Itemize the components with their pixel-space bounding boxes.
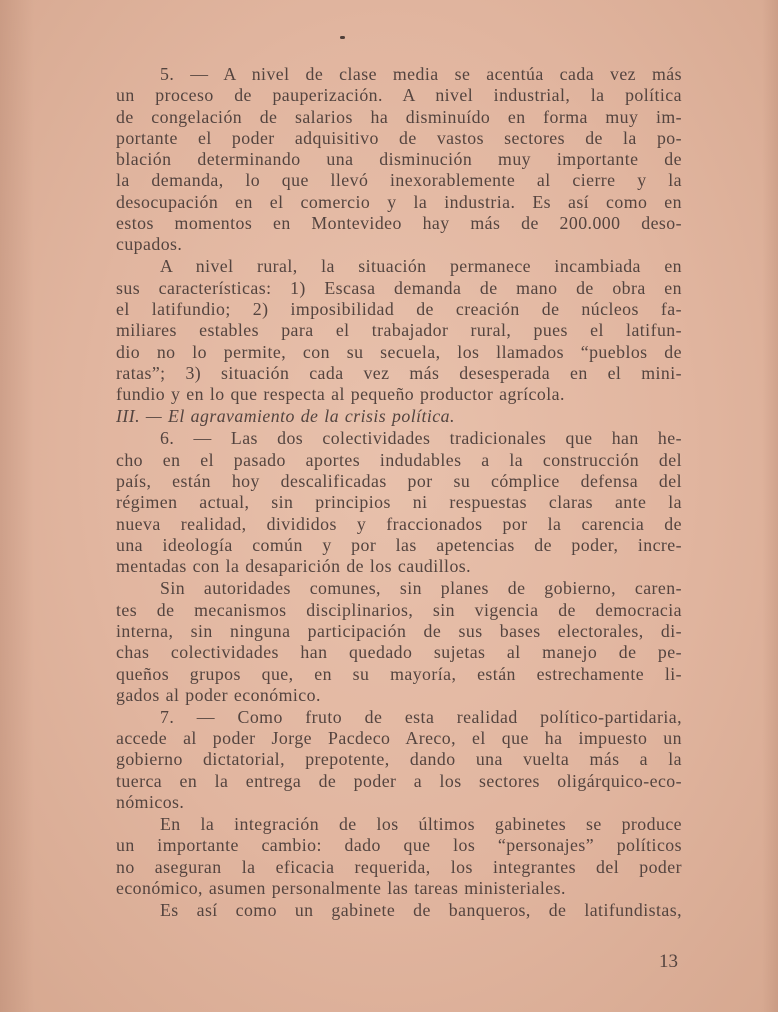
paragraph <box>116 900 682 921</box>
text-line: 7. — Como fruto de esta realidad político-partidaria, <box>160 706 682 727</box>
text-line: mentadas con la desaparición de los caudillos. <box>116 556 472 577</box>
paragraph <box>116 256 682 405</box>
page-body-text <box>116 64 682 922</box>
text-line: A nivel rural, la situación permanece incambiada en <box>160 256 682 277</box>
text-line: accede al poder Jorge Pacdeco Areco, el que ha impuesto un <box>116 728 682 749</box>
paragraph <box>116 428 682 577</box>
text-line: En la integración de los últimos gabinetes se produce <box>160 814 682 835</box>
paragraph <box>116 814 682 899</box>
text-line: ratas”; 3) situación cada vez más desesperada en el mini- <box>116 362 682 383</box>
text-line: III. — El agravamiento de la crisis política. <box>116 406 455 427</box>
text-line: régimen actual, sin principios ni respuestas claras ante la <box>116 492 682 513</box>
text-line: queños grupos que, en su mayoría, están estrechamente li- <box>116 663 682 684</box>
text-line: un importante cambio: dado que los “personajes” políticos <box>116 835 682 856</box>
text-line: 6. — Las dos colectividades tradicionales que han he- <box>160 428 682 449</box>
page-number: 13 <box>659 951 678 972</box>
text-line: portante el poder adquisitivo de vastos sectores de la po- <box>116 127 682 148</box>
text-line: Es así como un gabinete de banqueros, de latifundistas, <box>160 900 682 921</box>
text-line: miliares estables para el trabajador rural, pues el latifun- <box>116 320 682 341</box>
text-line: interna, sin ninguna participación de sus bases electorales, di- <box>116 620 682 641</box>
text-line: una ideología común y por las apetencias de poder, incre- <box>116 534 682 555</box>
text-line: la demanda, lo que llevó inexorablemente al cierre y la <box>116 170 682 191</box>
text-line: fundio y en lo que respecta al pequeño productor agrícola. <box>116 384 565 405</box>
text-line: gados al poder económico. <box>116 684 321 705</box>
section-heading <box>116 406 682 427</box>
text-line: chas colectividades han quedado sujetas al manejo de pe- <box>116 642 682 663</box>
paragraph <box>116 64 682 256</box>
text-line: un proceso de pauperización. A nivel industrial, la política <box>116 85 682 106</box>
text-line: no aseguran la eficacia requerida, los integrantes del poder <box>116 856 682 877</box>
paragraph <box>116 707 682 813</box>
text-line: estos momentos en Montevideo hay más de 200.000 deso- <box>116 213 682 234</box>
text-line: nueva realidad, divididos y fraccionados por la carencia de <box>116 513 682 534</box>
text-line: Sin autoridades comunes, sin planes de gobierno, caren- <box>160 578 682 599</box>
text-line: desocupación en el comercio y la industria. Es así como en <box>116 191 682 212</box>
text-line: nómicos. <box>116 792 185 813</box>
text-line: sus características: 1) Escasa demanda de mano de obra en <box>116 277 682 298</box>
text-line: país, están hoy descalificadas por su cómplice defensa del <box>116 471 682 492</box>
text-line: dio no lo permite, con su secuela, los llamados “pueblos de <box>116 341 682 362</box>
text-line: tuerca en la entrega de poder a los sectores oligárquico-eco- <box>116 770 682 791</box>
text-line: 5. — A nivel de clase media se acentúa cada vez más <box>160 64 682 84</box>
paragraph <box>116 578 682 706</box>
text-line: tes de mecanismos disciplinarios, sin vigencia de democracia <box>116 599 682 620</box>
text-line: cho en el pasado aportes indudables a la construcción del <box>116 449 682 470</box>
text-line: cupados. <box>116 234 183 255</box>
text-line: el latifundio; 2) imposibilidad de creación de núcleos fa- <box>116 299 682 320</box>
ink-speck <box>340 36 345 39</box>
text-line: blación determinando una disminución muy importante de <box>116 149 682 170</box>
text-line: económico, asumen personalmente las tareas ministeriales. <box>116 878 566 899</box>
text-line: de congelación de salarios ha disminuído en forma muy im- <box>116 106 682 127</box>
text-line: gobierno dictatorial, prepotente, dando una vuelta más a la <box>116 749 682 770</box>
